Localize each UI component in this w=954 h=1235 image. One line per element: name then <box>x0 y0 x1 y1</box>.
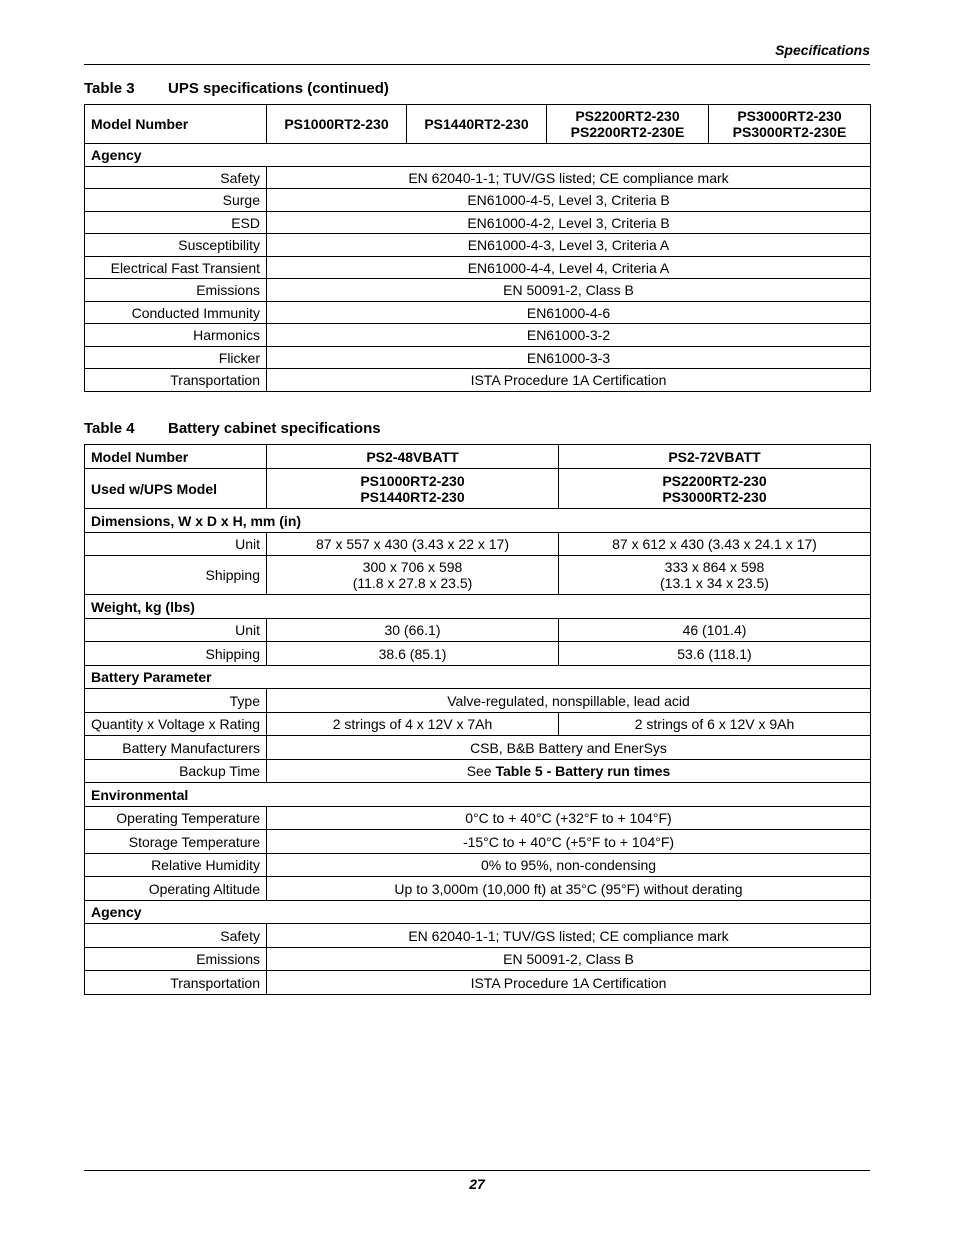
table-row <box>85 619 871 642</box>
table-row <box>85 924 871 948</box>
row-value: 0% to 95%, non-condensing <box>267 854 871 877</box>
table-row <box>85 830 871 854</box>
row-label: ESD <box>85 212 267 234</box>
row-value: EN 62040-1-1; TUV/GS listed; CE compliance mark <box>267 167 871 189</box>
section-title: Agency <box>85 144 871 167</box>
row-value: EN 50091-2, Class B <box>267 948 871 971</box>
section-row-agency <box>85 901 871 924</box>
table-row <box>85 302 871 324</box>
row-value: 87 x 612 x 430 (3.43 x 24.1 x 17) <box>559 533 871 556</box>
row-value: ISTA Procedure 1A Certification <box>267 369 871 392</box>
row-value: 38.6 (85.1) <box>267 642 559 666</box>
model-column-header: PS2200RT2-230 PS2200RT2-230E <box>547 105 709 144</box>
table-row <box>85 189 871 212</box>
row-label: Operating Altitude <box>85 877 267 901</box>
table-row <box>85 212 871 234</box>
model-column-header: PS2-48VBATT <box>267 445 559 469</box>
row-label: Operating Temperature <box>85 807 267 830</box>
used-with-row <box>85 469 871 509</box>
row-label: Relative Humidity <box>85 854 267 877</box>
row-value: 2 strings of 4 x 12V x 7Ah <box>267 713 559 736</box>
row-label: Unit <box>85 533 267 556</box>
table-row <box>85 760 871 783</box>
used-with-value: PS1000RT2-230 PS1440RT2-230 <box>267 469 559 509</box>
table-row <box>85 369 871 392</box>
row-value: Valve-regulated, nonspillable, lead acid <box>267 689 871 713</box>
row-label: Transportation <box>85 369 267 392</box>
row-value: EN61000-3-3 <box>267 347 871 369</box>
table4-caption-title: Battery cabinet specifications <box>168 420 381 437</box>
row-label: Transportation <box>85 971 267 995</box>
table-header-row <box>85 105 871 144</box>
row-label: Susceptibility <box>85 234 267 257</box>
table-row <box>85 854 871 877</box>
table-row <box>85 347 871 369</box>
row-value: 87 x 557 x 430 (3.43 x 22 x 17) <box>267 533 559 556</box>
row-value: EN61000-3-2 <box>267 324 871 347</box>
section-row-battery <box>85 666 871 689</box>
table-row <box>85 877 871 901</box>
row-label: Safety <box>85 924 267 948</box>
table-row <box>85 556 871 595</box>
footer-rule <box>84 1170 870 1171</box>
table3-caption-title: UPS specifications (continued) <box>168 80 389 97</box>
table-row <box>85 948 871 971</box>
row-value: Up to 3,000m (10,000 ft) at 35°C (95°F) without derating <box>267 877 871 901</box>
row-value: EN61000-4-4, Level 4, Criteria A <box>267 257 871 279</box>
backup-prefix: See <box>466 763 496 779</box>
page-number: 27 <box>469 1176 485 1192</box>
section-title: Battery Parameter <box>85 666 871 689</box>
section-row-dimensions <box>85 509 871 533</box>
section-title: Weight, kg (lbs) <box>85 595 871 619</box>
row-value: EN61000-4-2, Level 3, Criteria B <box>267 212 871 234</box>
table-row <box>85 167 871 189</box>
row-label: Surge <box>85 189 267 212</box>
row-label: Safety <box>85 167 267 189</box>
running-header: Specifications <box>775 42 870 58</box>
model-column-header: PS3000RT2-230 PS3000RT2-230E <box>709 105 871 144</box>
table3-caption <box>84 80 389 97</box>
row-value: 46 (101.4) <box>559 619 871 642</box>
row-value <box>267 760 871 783</box>
row-value: -15°C to + 40°C (+5°F to + 104°F) <box>267 830 871 854</box>
row-label: Quantity x Voltage x Rating <box>85 713 267 736</box>
row-value: 30 (66.1) <box>267 619 559 642</box>
section-title: Agency <box>85 901 871 924</box>
table-row <box>85 736 871 760</box>
row-value: EN 50091-2, Class B <box>267 279 871 302</box>
row-value: 300 x 706 x 598 (11.8 x 27.8 x 23.5) <box>267 556 559 595</box>
table4-caption-number: Table 4 <box>84 420 135 437</box>
table-row <box>85 807 871 830</box>
model-column-header: PS1000RT2-230 <box>267 105 407 144</box>
row-label: Storage Temperature <box>85 830 267 854</box>
table-row <box>85 642 871 666</box>
row-label: Electrical Fast Transient <box>85 257 267 279</box>
used-with-value: PS2200RT2-230 PS3000RT2-230 <box>559 469 871 509</box>
section-row-environmental <box>85 783 871 807</box>
row-label: Harmonics <box>85 324 267 347</box>
battery-cabinet-table <box>84 444 871 995</box>
table-row <box>85 689 871 713</box>
row-label: Emissions <box>85 279 267 302</box>
section-row-agency <box>85 144 871 167</box>
model-column-header: PS1440RT2-230 <box>407 105 547 144</box>
table-row <box>85 257 871 279</box>
table-row <box>85 279 871 302</box>
row-value: EN 62040-1-1; TUV/GS listed; CE compliance mark <box>267 924 871 948</box>
row-value: CSB, B&B Battery and EnerSys <box>267 736 871 760</box>
row-label: Conducted Immunity <box>85 302 267 324</box>
row-value: 2 strings of 6 x 12V x 9Ah <box>559 713 871 736</box>
model-number-header: Model Number <box>85 445 267 469</box>
section-title: Environmental <box>85 783 871 807</box>
table4-caption <box>84 420 381 437</box>
table-row <box>85 971 871 995</box>
table-header-row <box>85 445 871 469</box>
row-value: EN61000-4-5, Level 3, Criteria B <box>267 189 871 212</box>
model-number-header: Model Number <box>85 105 267 144</box>
table5-reference-link[interactable]: Table 5 - Battery run times <box>495 763 671 779</box>
row-label: Battery Manufacturers <box>85 736 267 760</box>
row-label: Shipping <box>85 556 267 595</box>
header-rule <box>84 64 870 65</box>
table-row <box>85 324 871 347</box>
table-row <box>85 234 871 257</box>
section-title: Dimensions, W x D x H, mm (in) <box>85 509 871 533</box>
row-value: 333 x 864 x 598 (13.1 x 34 x 23.5) <box>559 556 871 595</box>
row-label: Emissions <box>85 948 267 971</box>
row-label: Type <box>85 689 267 713</box>
table-row <box>85 533 871 556</box>
row-value: ISTA Procedure 1A Certification <box>267 971 871 995</box>
table3-caption-number: Table 3 <box>84 80 135 97</box>
row-label: Unit <box>85 619 267 642</box>
used-with-label: Used w/UPS Model <box>85 469 267 509</box>
row-label: Flicker <box>85 347 267 369</box>
row-value: 0°C to + 40°C (+32°F to + 104°F) <box>267 807 871 830</box>
row-value: EN61000-4-6 <box>267 302 871 324</box>
section-row-weight <box>85 595 871 619</box>
row-label: Backup Time <box>85 760 267 783</box>
model-column-header: PS2-72VBATT <box>559 445 871 469</box>
table-row <box>85 713 871 736</box>
row-value: 53.6 (118.1) <box>559 642 871 666</box>
row-label: Shipping <box>85 642 267 666</box>
ups-specifications-table <box>84 104 871 392</box>
row-value: EN61000-4-3, Level 3, Criteria A <box>267 234 871 257</box>
